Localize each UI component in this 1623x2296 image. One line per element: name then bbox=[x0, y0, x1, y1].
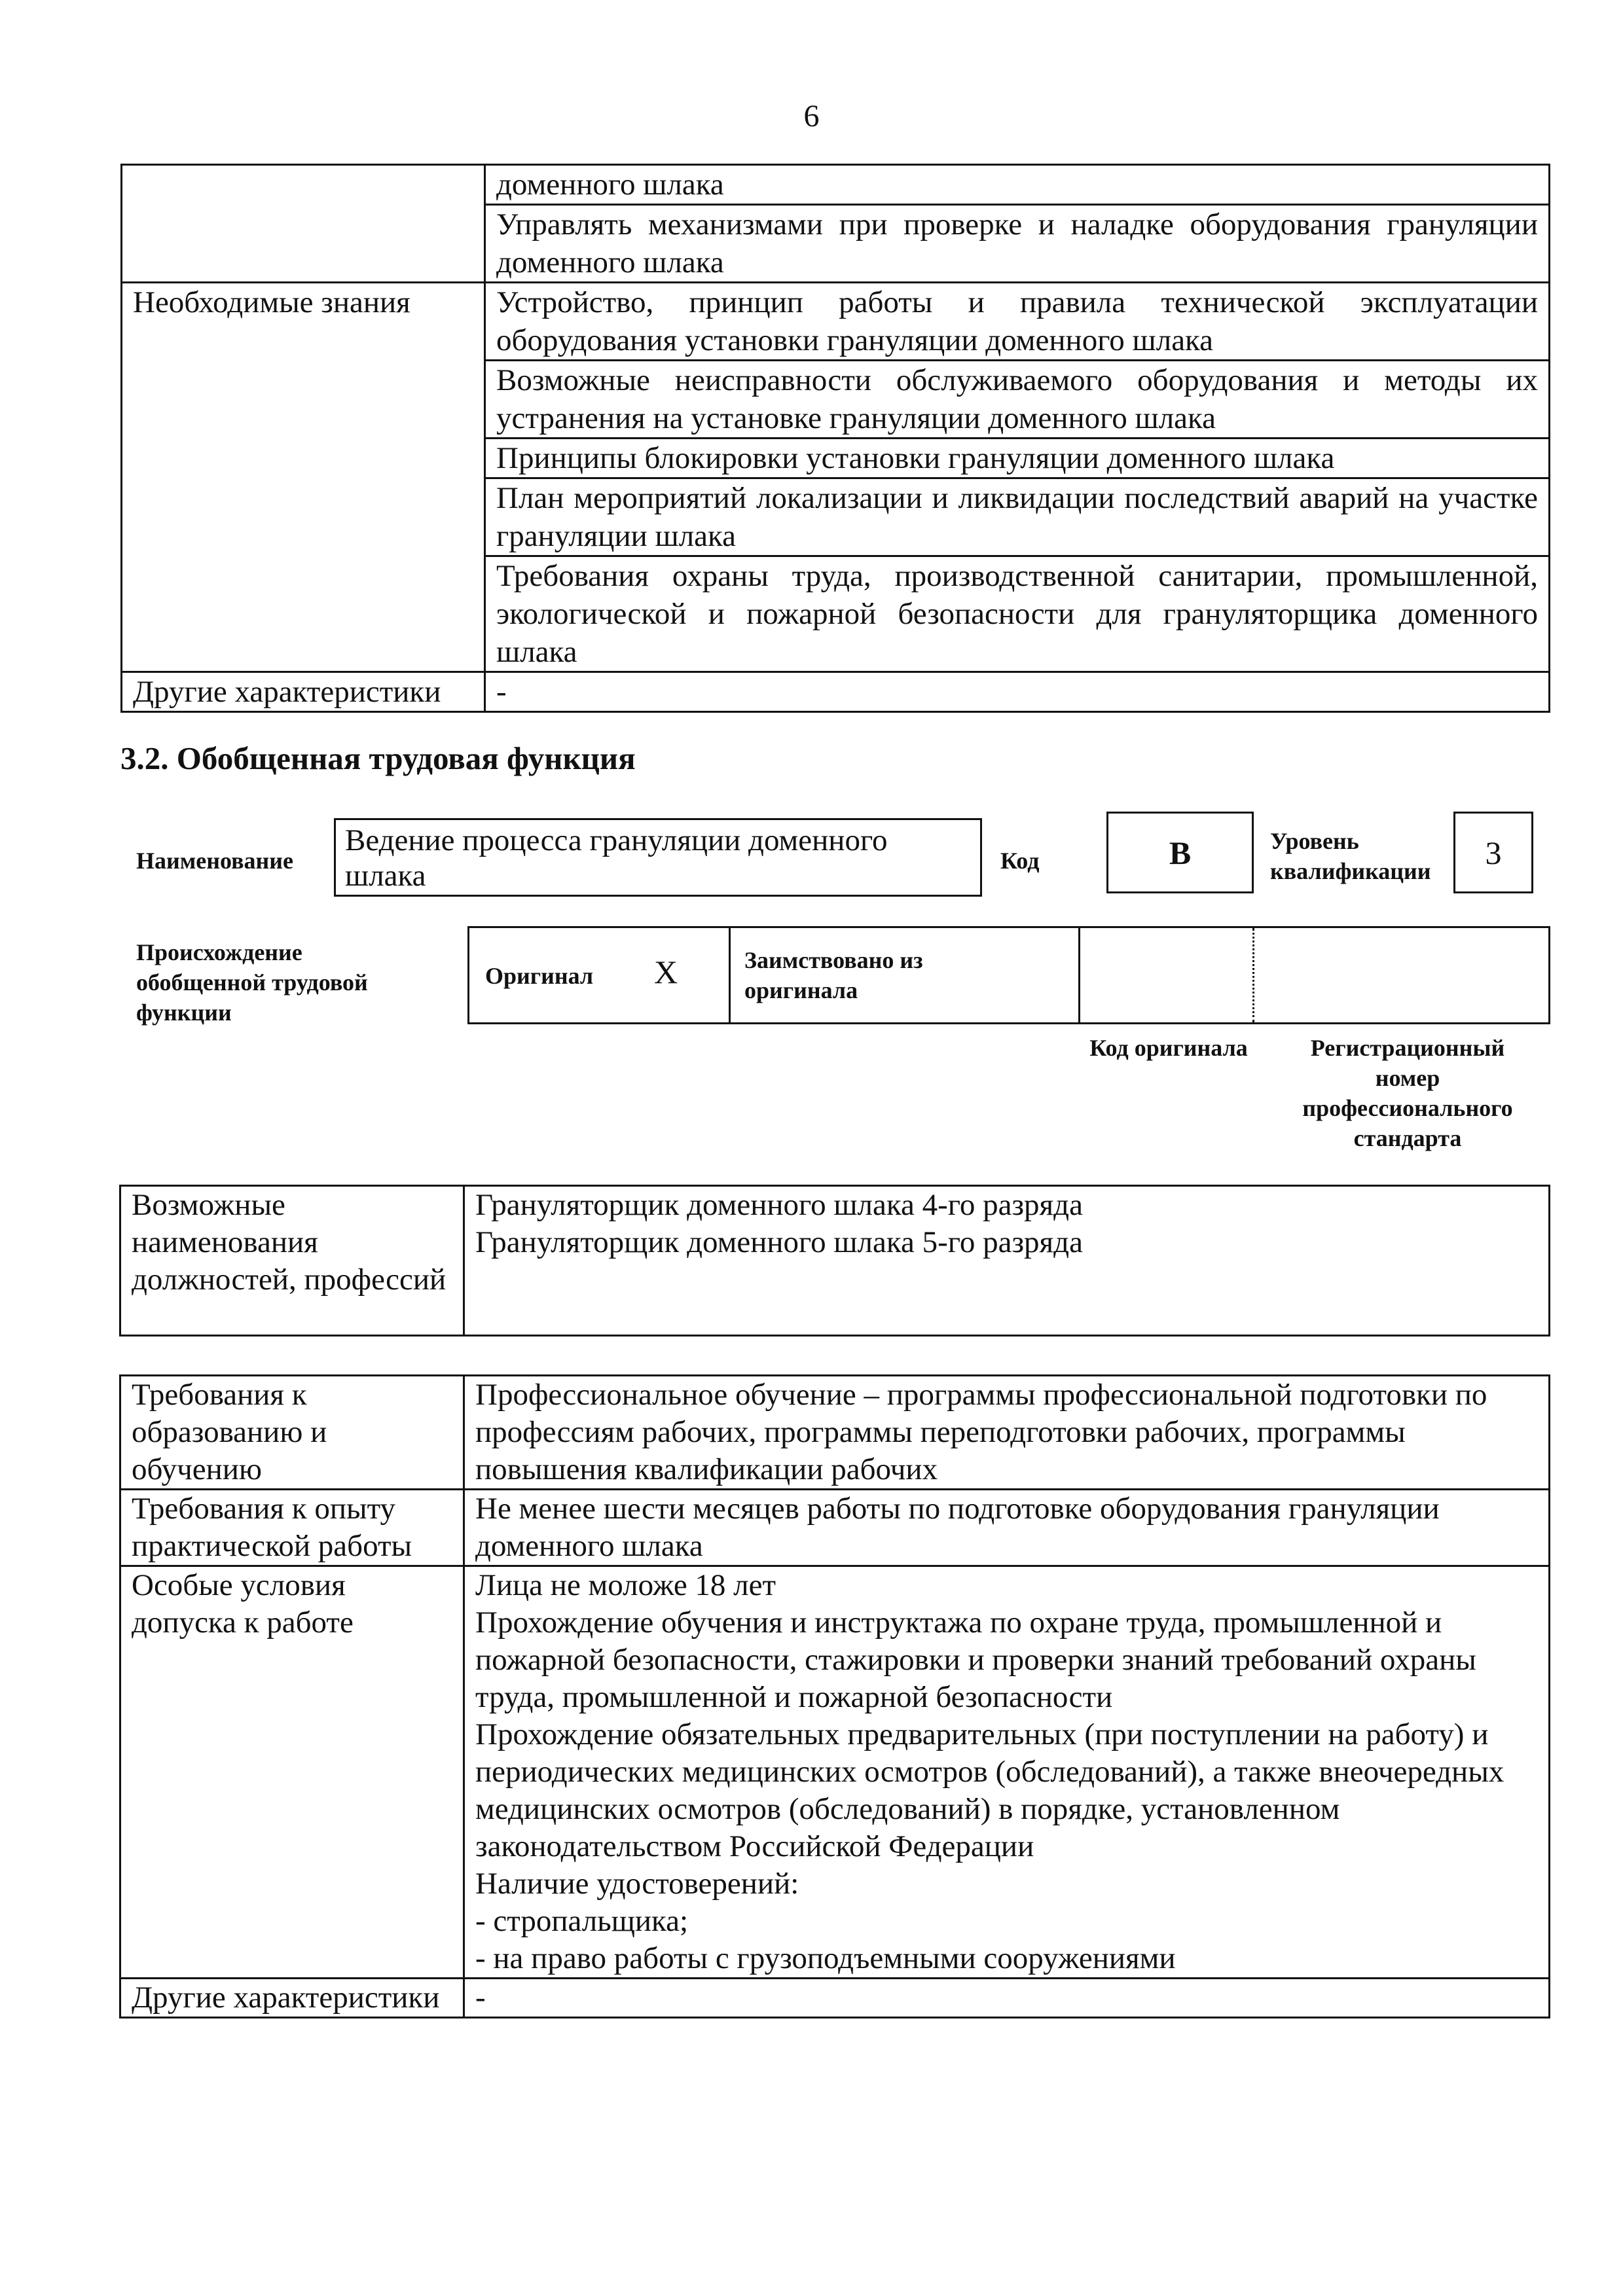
code-field: В bbox=[1106, 812, 1254, 893]
line-text: Прохождение обучения и инструктажа по охране труда, промышленной и пожарной безопасности, стажировки и проверки знаний требований охраны труда, промышленной и пожарной безопасности bbox=[475, 1605, 1476, 1714]
table-cell: доменного шлака bbox=[485, 165, 1550, 205]
table-row bbox=[120, 1376, 1550, 1490]
name-label: Наименование bbox=[136, 848, 293, 874]
line-text: - стропальщика; bbox=[475, 1904, 689, 1938]
level-label: Уровень квалификации bbox=[1270, 828, 1431, 884]
table-row bbox=[120, 1186, 1550, 1336]
origin-label: Происхождение обобщенной трудовой функции bbox=[136, 939, 368, 1026]
row-label-knowledge: Необходимые знания bbox=[122, 283, 485, 672]
line-text: Профессиональное обучение – программы профессиональной подготовки по профессиям рабочих, программы переподготовки рабочих, программы повышения квалификации рабочих bbox=[475, 1378, 1487, 1486]
table-cell: Возможные неисправности обслуживаемого оборудования и методы их устранения на установке грануляции доменного шлака bbox=[485, 361, 1550, 439]
line-text: Наличие удостоверений: bbox=[475, 1867, 799, 1901]
line-text: Лица не моложе 18 лет bbox=[475, 1568, 776, 1602]
table-row bbox=[120, 1979, 1550, 2018]
section-heading: 3.2. Обобщенная трудовая функция bbox=[120, 740, 636, 776]
other-value bbox=[464, 1979, 1550, 2018]
conditions-value bbox=[464, 1566, 1550, 1979]
function-name-field: Ведение процесса грануляции доменного шлака bbox=[334, 818, 982, 897]
line-text: Не менее шести месяцев работы по подготовке оборудования грануляции доменного шлака bbox=[475, 1492, 1440, 1563]
conditions-label: Особые условия допуска к работе bbox=[120, 1566, 464, 1979]
table-cell: - bbox=[485, 672, 1550, 712]
table-row bbox=[122, 283, 1550, 361]
borrowed-label: Заимствовано из оригинала bbox=[744, 947, 923, 1003]
positions-label: Возможные наименования должностей, профессий bbox=[120, 1186, 464, 1336]
line-text: Прохождение обязательных предварительных (при поступлении на работу) и периодических медицинских осмотров (обследований), а также внеочередных медицинских осмотров (обследований) в порядке, установленном законодательством Российской Федерации bbox=[475, 1717, 1504, 1863]
experience-value bbox=[464, 1490, 1550, 1566]
original-label: Оригинал bbox=[485, 963, 594, 989]
table-cell: План мероприятий локализации и ликвидации последствий аварий на участке грануляции шлака bbox=[485, 478, 1550, 556]
table-cell: Устройство, принцип работы и правила технической эксплуатации оборудования установки грануляции доменного шлака bbox=[485, 283, 1550, 361]
row-label bbox=[122, 165, 485, 283]
row-label-other: Другие характеристики bbox=[122, 672, 485, 712]
positions-values bbox=[464, 1186, 1550, 1336]
table-row bbox=[122, 165, 1550, 205]
origin-box bbox=[467, 926, 1550, 1024]
education-value bbox=[464, 1376, 1550, 1490]
line-text: - bbox=[475, 1981, 486, 2015]
reg-number-caption: Регистрационный номер профессионального стандарта bbox=[1302, 1035, 1513, 1151]
knowledge-table bbox=[120, 164, 1550, 713]
table-row bbox=[120, 1566, 1550, 1979]
table-row bbox=[122, 672, 1550, 712]
code-label: Код bbox=[1000, 848, 1040, 874]
education-label: Требования к образованию и обучению bbox=[120, 1376, 464, 1490]
position-item: Грануляторщик доменного шлака 5-го разряда bbox=[475, 1225, 1083, 1259]
table-cell: Принципы блокировки установки грануляции доменного шлака bbox=[485, 439, 1550, 478]
positions-table bbox=[119, 1185, 1550, 1336]
other-label: Другие характеристики bbox=[120, 1979, 464, 2018]
position-item: Грануляторщик доменного шлака 4-го разряда bbox=[475, 1188, 1083, 1222]
code-original-caption: Код оригинала bbox=[1089, 1035, 1248, 1061]
table-cell: Управлять механизмами при проверке и наладке оборудования грануляции доменного шлака bbox=[485, 205, 1550, 283]
experience-label: Требования к опыту практической работы bbox=[120, 1490, 464, 1566]
table-row bbox=[120, 1490, 1550, 1566]
line-text: - на право работы с грузоподъемными сооружениями bbox=[475, 1941, 1176, 1975]
table-cell: Требования охраны труда, производственной санитарии, промышленной, экологической и пожарной безопасности для грануляторщика доменного шлака bbox=[485, 556, 1550, 672]
original-mark: Х bbox=[654, 954, 678, 990]
page-number: 6 bbox=[803, 99, 820, 134]
level-field: 3 bbox=[1453, 812, 1533, 893]
requirements-table bbox=[119, 1374, 1550, 2018]
